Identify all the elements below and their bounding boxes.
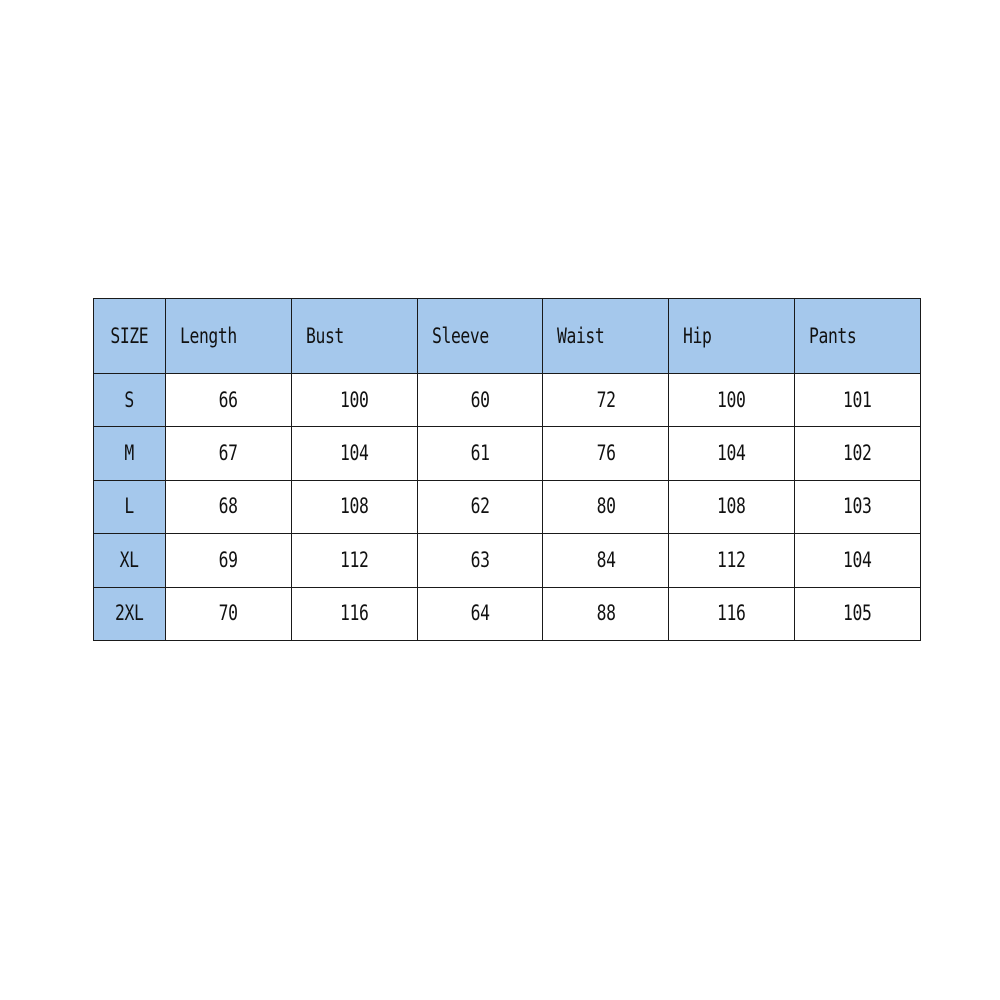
- size-cell: [94, 374, 166, 427]
- hip-cell: [669, 480, 795, 533]
- header-row: [94, 299, 921, 374]
- header-cell-pants: [794, 299, 920, 374]
- length-cell: [166, 480, 292, 533]
- header-waist-label: Waist: [557, 323, 605, 348]
- pants-cell: [794, 427, 920, 480]
- header-cell-size: [94, 299, 166, 374]
- header-sleeve-label: Sleeve: [431, 323, 489, 348]
- length-cell: [166, 374, 292, 427]
- cell-value: 63: [470, 547, 490, 572]
- sleeve-cell: [417, 534, 543, 587]
- sleeve-cell: [417, 587, 543, 640]
- bust-cell: [291, 427, 417, 480]
- header-cell-hip: [669, 299, 795, 374]
- cell-value: 68: [218, 494, 238, 519]
- size-label: M: [124, 441, 135, 466]
- cell-value: 112: [339, 547, 369, 572]
- waist-cell: [543, 534, 669, 587]
- cell-value: 100: [717, 387, 746, 412]
- cell-value: 108: [339, 494, 369, 519]
- size-cell: [94, 480, 166, 533]
- size-label: XL: [120, 547, 139, 572]
- header-cell-sleeve: [417, 299, 543, 374]
- cell-value: 80: [596, 494, 616, 519]
- size-chart-table: [93, 298, 921, 641]
- cell-value: 116: [717, 601, 746, 626]
- pants-cell: [794, 480, 920, 533]
- length-cell: [166, 427, 292, 480]
- table-row: [94, 480, 921, 533]
- cell-value: 101: [843, 387, 872, 412]
- header-cell-bust: [291, 299, 417, 374]
- sleeve-cell: [417, 374, 543, 427]
- waist-cell: [543, 480, 669, 533]
- cell-value: 105: [843, 601, 872, 626]
- cell-value: 70: [218, 601, 238, 626]
- length-cell: [166, 534, 292, 587]
- cell-value: 64: [470, 601, 490, 626]
- bust-cell: [291, 534, 417, 587]
- waist-cell: [543, 427, 669, 480]
- size-cell: [94, 534, 166, 587]
- cell-value: 103: [843, 494, 872, 519]
- size-label: 2XL: [115, 601, 144, 626]
- header-size-label: SIZE: [110, 323, 149, 348]
- waist-cell: [543, 587, 669, 640]
- cell-value: 102: [843, 441, 872, 466]
- header-cell-length: [166, 299, 292, 374]
- cell-value: 104: [717, 441, 746, 466]
- header-hip-label: Hip: [683, 323, 712, 348]
- pants-cell: [794, 534, 920, 587]
- table-row: [94, 374, 921, 427]
- header-length-label: Length: [180, 323, 237, 348]
- cell-value: 104: [339, 441, 369, 466]
- hip-cell: [669, 427, 795, 480]
- bust-cell: [291, 374, 417, 427]
- header-bust-label: Bust: [305, 323, 344, 348]
- header-pants-label: Pants: [808, 323, 857, 348]
- cell-value: 67: [218, 441, 238, 466]
- sleeve-cell: [417, 427, 543, 480]
- cell-value: 104: [843, 547, 872, 572]
- sleeve-cell: [417, 480, 543, 533]
- cell-value: 88: [596, 601, 616, 626]
- cell-value: 112: [717, 547, 746, 572]
- cell-value: 60: [470, 387, 490, 412]
- header-cell-waist: [543, 299, 669, 374]
- cell-value: 84: [596, 547, 616, 572]
- hip-cell: [669, 374, 795, 427]
- bust-cell: [291, 480, 417, 533]
- table-row: [94, 587, 921, 640]
- size-label: S: [124, 387, 135, 412]
- pants-cell: [794, 374, 920, 427]
- cell-value: 66: [218, 387, 238, 412]
- cell-value: 76: [596, 441, 616, 466]
- cell-value: 116: [339, 601, 369, 626]
- table-row: [94, 534, 921, 587]
- size-cell: [94, 427, 166, 480]
- cell-value: 62: [470, 494, 490, 519]
- length-cell: [166, 587, 292, 640]
- cell-value: 72: [596, 387, 616, 412]
- hip-cell: [669, 534, 795, 587]
- waist-cell: [543, 374, 669, 427]
- pants-cell: [794, 587, 920, 640]
- cell-value: 100: [339, 387, 369, 412]
- hip-cell: [669, 587, 795, 640]
- size-label: L: [124, 494, 135, 519]
- bust-cell: [291, 587, 417, 640]
- cell-value: 108: [717, 494, 746, 519]
- size-cell: [94, 587, 166, 640]
- cell-value: 69: [218, 547, 238, 572]
- table-row: [94, 427, 921, 480]
- cell-value: 61: [470, 441, 490, 466]
